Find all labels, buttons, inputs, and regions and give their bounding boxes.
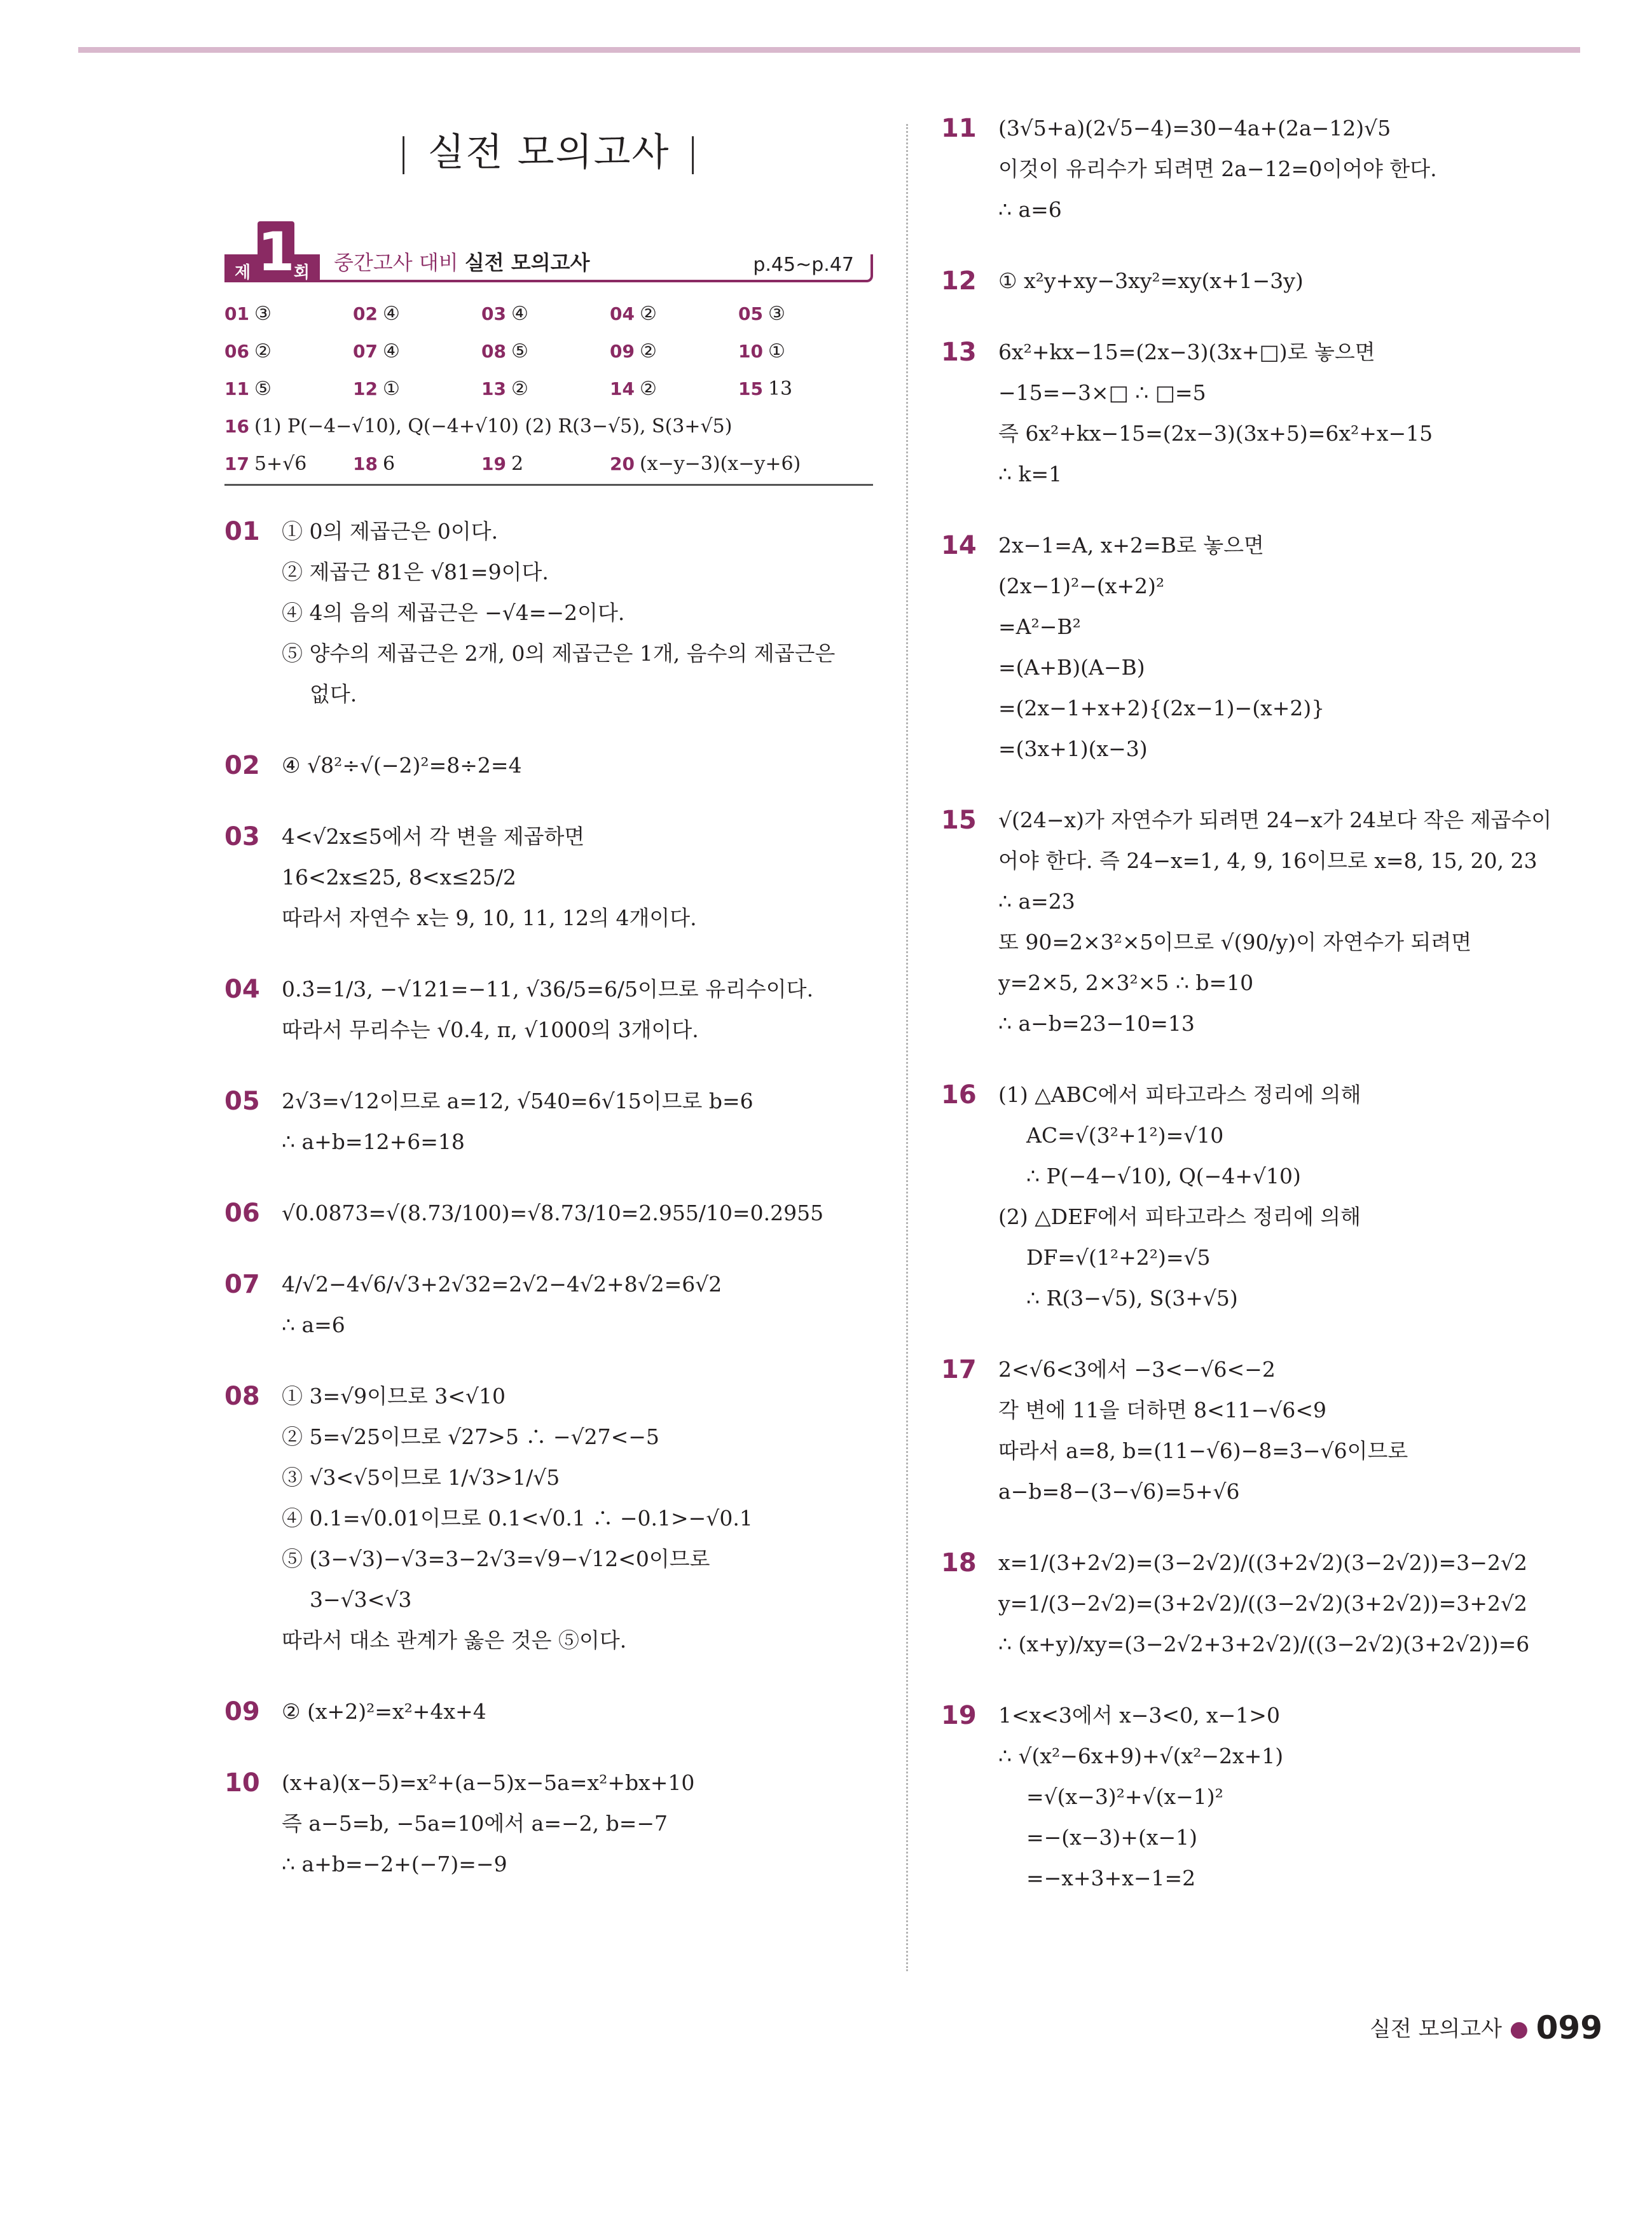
solution-body [282, 1081, 873, 1162]
answer-cell [353, 370, 481, 408]
answer-value: 2 [511, 453, 524, 475]
solution-17 [941, 1349, 1602, 1512]
solution-line: =(2x−1+x+2){(2x−1)−(x+2)} [998, 696, 1325, 720]
answer-number: 11 [224, 378, 249, 399]
solution-line: y=2×5, 2×3²×5 ∴ b=10 [998, 970, 1254, 995]
solution-line: ② 제곱근 81은 √81=9이다. [282, 560, 549, 584]
question-number: 07 [224, 1270, 260, 1299]
answer-row [224, 295, 873, 333]
solution-line: 각 변에 11을 더하면 8<11−√6<9 [998, 1398, 1327, 1422]
answer-value: ② [254, 340, 272, 362]
solution-line: =−x+3+x−1=2 [1026, 1866, 1196, 1890]
answer-number: 13 [481, 378, 506, 399]
answer-value: 13 [767, 378, 793, 400]
solution-line: 즉 6x²+kx−15=(2x−3)(3x+5)=6x²+x−15 [998, 421, 1433, 446]
answer-cell [353, 295, 481, 333]
solution-body [998, 525, 1602, 769]
solution-08 [224, 1376, 873, 1661]
solution-07 [224, 1264, 873, 1346]
solution-line: ∴ R(3−√5), S(3+√5) [1026, 1286, 1238, 1311]
answer-number: 06 [224, 341, 249, 362]
solution-body [282, 969, 873, 1050]
solution-line: (x+a)(x−5)=x²+(a−5)x−5a=x²+bx+10 [282, 1770, 695, 1795]
round-badge [224, 221, 320, 283]
solution-line: ③ √3<√5이므로 1/√3>1/√5 [282, 1465, 560, 1490]
solution-line: =(A+B)(A−B) [998, 655, 1145, 680]
answer-cell [224, 370, 353, 408]
answer-cell [610, 295, 738, 333]
solution-06 [224, 1193, 873, 1234]
question-number: 19 [941, 1701, 977, 1730]
solution-02 [224, 745, 873, 786]
solution-line: ∴ k=1 [998, 462, 1063, 486]
question-number: 03 [224, 822, 260, 851]
solution-body [282, 1264, 873, 1346]
solution-line: 4<√2x≤5에서 각 변을 제곱하면 [282, 824, 585, 849]
solution-line: ∴ a+b=12+6=18 [282, 1129, 465, 1154]
answer-cell [224, 295, 353, 333]
footer-section: 실전 모의고사 [1370, 2016, 1502, 2042]
answer-value: ④ [382, 340, 400, 362]
solution-line: ∴ a=6 [998, 197, 1062, 222]
answer-number: 15 [738, 378, 763, 399]
answer-number: 19 [481, 453, 506, 474]
solution-body [998, 1349, 1602, 1512]
answer-number: 14 [610, 378, 635, 399]
answer-number: 16 [224, 416, 249, 437]
solution-line: ∴ P(−4−√10), Q(−4+√10) [1026, 1164, 1301, 1188]
answer-cell [738, 333, 867, 370]
solution-line: √(24−x)가 자연수가 되려면 24−x가 24보다 작은 제곱수이 [998, 808, 1552, 832]
solution-line: 1<x<3에서 x−3<0, x−1>0 [998, 1703, 1280, 1728]
solution-line: ② 5=√25이므로 √27>5 ∴ −√27<−5 [282, 1424, 659, 1449]
solution-body [998, 1543, 1602, 1665]
solution-line: 이것이 유리수가 되려면 2a−12=0이어야 한다. [998, 156, 1437, 181]
question-number: 15 [941, 806, 977, 835]
solution-body [998, 108, 1602, 230]
answer-row [224, 408, 873, 445]
answer-number: 08 [481, 341, 506, 362]
solution-01 [224, 511, 873, 715]
answer-value: ② [639, 378, 657, 400]
answer-cell [481, 445, 610, 483]
solution-line: 2<√6<3에서 −3<−√6<−2 [998, 1357, 1276, 1382]
answer-number: 01 [224, 303, 249, 324]
answer-value: ③ [767, 303, 785, 325]
answer-value: (x−y−3)(x−y+6) [639, 453, 801, 475]
answer-cell [738, 370, 867, 408]
solution-line: √0.0873=√(8.73/100)=√8.73/10=2.955/10=0.2955 [282, 1201, 824, 1225]
solution-line: ∴ a−b=23−10=13 [998, 1011, 1195, 1036]
badge-suffix: 회 [293, 263, 310, 282]
solution-body [282, 745, 873, 786]
answer-number: 05 [738, 303, 763, 324]
solution-line: DF=√(1²+2²)=√5 [1026, 1245, 1211, 1270]
solution-18 [941, 1543, 1602, 1665]
answer-number: 20 [610, 453, 635, 474]
answer-number: 07 [353, 341, 378, 362]
answer-key [224, 295, 873, 486]
exam-label: 중간고사 대비 실전 모의고사 [334, 251, 590, 275]
solution-line: ∴ √(x²−6x+9)+√(x²−2x+1) [998, 1744, 1284, 1768]
solution-line: =A²−B² [998, 614, 1081, 639]
solution-body [998, 800, 1602, 1044]
solution-line: 따라서 자연수 x는 9, 10, 11, 12의 4개이다. [282, 905, 697, 930]
answer-value: ② [511, 378, 528, 400]
question-number: 05 [224, 1087, 260, 1116]
solution-line: 4/√2−4√6/√3+2√32=2√2−4√2+8√2=6√2 [282, 1272, 722, 1297]
solution-line: ∴ a=6 [282, 1312, 345, 1337]
right-column [941, 108, 1602, 1929]
solution-line: 6x²+kx−15=(2x−3)(3x+□)로 놓으면 [998, 340, 1375, 364]
answer-value: ⑤ [511, 340, 528, 362]
answer-number: 04 [610, 303, 635, 324]
question-number: 06 [224, 1199, 260, 1228]
answer-cell [353, 445, 481, 483]
solution-line: ④ 0.1=√0.01이므로 0.1<√0.1 ∴ −0.1>−√0.1 [282, 1506, 753, 1531]
solution-line: ⑤ 양수의 제곱근은 2개, 0의 제곱근은 1개, 음수의 제곱근은 [282, 641, 836, 666]
solution-line: 따라서 무리수는 √0.4, π, √1000의 3개이다. [282, 1017, 699, 1042]
badge-number: 1 [258, 221, 295, 283]
question-number: 02 [224, 751, 260, 780]
solution-body [282, 816, 873, 939]
solution-body [998, 1695, 1602, 1899]
solution-line: ⑤ (3−√3)−√3=3−2√3=√9−√12<0이므로 [282, 1546, 710, 1571]
answer-number: 10 [738, 341, 763, 362]
solution-line: a−b=8−(3−√6)=5+√6 [998, 1479, 1240, 1504]
answer-row [224, 333, 873, 370]
page-title: | 실전 모의고사 | [397, 130, 701, 175]
answer-cell [224, 333, 353, 370]
answer-cell [353, 333, 481, 370]
page-title-text: 실전 모의고사 [427, 130, 670, 175]
solution-line: ④ 4의 음의 제곱근은 −√4=−2이다. [282, 600, 625, 625]
answer-number: 02 [353, 303, 378, 324]
answer-value: 5+√6 [254, 453, 307, 475]
answer-value: ① [382, 378, 400, 400]
solution-12 [941, 261, 1602, 301]
solutions-left [224, 511, 873, 1885]
answer-value: ③ [254, 303, 272, 325]
solution-line: 3−√3<√3 [310, 1587, 412, 1612]
solution-15 [941, 800, 1602, 1044]
solution-04 [224, 969, 873, 1050]
solution-line: (2) △DEF에서 피타고라스 정리에 의해 [998, 1204, 1361, 1229]
solution-line: ② (x+2)²=x²+4x+4 [282, 1699, 486, 1724]
solution-line: 0.3̇=1/3, −√121=−11, √36/5=6/5이므로 유리수이다. [282, 977, 814, 1001]
answer-row [224, 445, 873, 483]
answer-cell [481, 295, 610, 333]
solution-line: 2x−1=A, x+2=B로 놓으면 [998, 533, 1264, 558]
answer-cell [224, 445, 353, 483]
solution-body [998, 1075, 1602, 1319]
bullet-icon: ● [1509, 2016, 1529, 2042]
solution-body [998, 332, 1602, 495]
badge-prefix: 제 [235, 263, 251, 282]
solution-line: =√(x−3)²+√(x−1)² [1026, 1784, 1223, 1809]
solution-line: ∴ a+b=−2+(−7)=−9 [282, 1852, 507, 1876]
page-range: p.45~p.47 [753, 254, 854, 276]
answer-number: 18 [353, 453, 378, 474]
solution-19 [941, 1695, 1602, 1899]
solution-10 [224, 1763, 873, 1885]
solution-line: 즉 a−5=b, −5a=10에서 a=−2, b=−7 [282, 1811, 668, 1836]
solution-body [282, 1691, 873, 1732]
solution-line: 16<2x≤25, 8<x≤25/2 [282, 865, 516, 890]
question-number: 13 [941, 338, 977, 367]
solution-line: ① x²y+xy−3xy²=xy(x+1−3y) [998, 268, 1304, 293]
question-number: 12 [941, 266, 977, 296]
question-number: 10 [224, 1768, 260, 1798]
solution-line: =−(x−3)+(x−1) [1026, 1825, 1197, 1850]
solution-11 [941, 108, 1602, 230]
answer-value: ④ [511, 303, 528, 325]
solution-body [282, 1376, 873, 1661]
answer-number: 09 [610, 341, 635, 362]
solution-line: AC=√(3²+1²)=√10 [1026, 1123, 1224, 1148]
answer-cell [481, 333, 610, 370]
solution-line: 또 90=2×3²×5이므로 √(90/y)이 자연수가 되려면 [998, 930, 1472, 954]
answer-value: ② [639, 340, 657, 362]
solution-line: x=1/(3+2√2)=(3−2√2)/((3+2√2)(3−2√2))=3−2√2 [998, 1550, 1527, 1575]
question-number: 09 [224, 1697, 260, 1726]
question-number: 11 [941, 114, 977, 143]
solution-14 [941, 525, 1602, 769]
answer-cell [738, 295, 867, 333]
answer-cell [610, 445, 873, 483]
solution-line: ∴ (x+y)/xy=(3−2√2+3+2√2)/((3−2√2)(3+2√2))=6 [998, 1632, 1530, 1656]
solution-03 [224, 816, 873, 939]
solution-line: 따라서 대소 관계가 옳은 것은 ⑤이다. [282, 1628, 627, 1653]
column-divider [906, 124, 908, 1971]
answer-value: ⑤ [254, 378, 272, 400]
solution-05 [224, 1081, 873, 1162]
answer-value: ① [767, 340, 785, 362]
answer-value: 6 [382, 453, 396, 475]
solution-line: =(3x+1)(x−3) [998, 736, 1148, 761]
solution-line: 어야 한다. 즉 24−x=1, 4, 9, 16이므로 x=8, 15, 20, 23 [998, 848, 1538, 873]
solution-body [998, 261, 1602, 301]
solution-line: (3√5+a)(2√5−4)=30−4a+(2a−12)√5 [998, 116, 1391, 141]
solution-line: (2x−1)²−(x+2)² [998, 574, 1165, 598]
question-number: 14 [941, 531, 977, 560]
solution-line: ① 0의 제곱근은 0이다. [282, 519, 499, 544]
solution-line: 2√3=√12이므로 a=12, √540=6√15이므로 b=6 [282, 1089, 754, 1113]
answer-cell [610, 370, 738, 408]
top-rule [78, 47, 1580, 53]
answer-number: 12 [353, 378, 378, 399]
solution-13 [941, 332, 1602, 495]
page-number: 099 [1536, 2009, 1602, 2046]
question-number: 18 [941, 1548, 977, 1578]
solution-body [282, 1763, 873, 1885]
answer-number: 03 [481, 303, 506, 324]
answer-cell [610, 333, 738, 370]
exam-header [224, 221, 873, 284]
solution-line: 따라서 a=8, b=(11−√6)−8=3−√6이므로 [998, 1438, 1408, 1463]
answer-number: 17 [224, 453, 249, 474]
solution-body [282, 1193, 873, 1234]
answer-value: ② [639, 303, 657, 325]
page-footer [1370, 2009, 1602, 2046]
solution-line: ∴ a=23 [998, 889, 1075, 914]
solution-09 [224, 1691, 873, 1732]
question-number: 08 [224, 1382, 260, 1411]
answer-cell [481, 370, 610, 408]
question-number: 04 [224, 975, 260, 1004]
solution-line: (1) △ABC에서 피타고라스 정리에 의해 [998, 1082, 1361, 1107]
solutions-right [941, 108, 1602, 1899]
answer-value: ④ [382, 303, 400, 325]
answer-cell [224, 408, 873, 445]
solution-line: ① 3=√9이므로 3<√10 [282, 1384, 506, 1408]
answer-row [224, 370, 873, 408]
solution-line: ④ √8²÷√(−2)²=8÷2=4 [282, 753, 522, 778]
solution-16 [941, 1075, 1602, 1319]
question-number: 17 [941, 1355, 977, 1384]
solution-line: y=1/(3−2√2)=(3+2√2)/((3−2√2)(3+2√2))=3+2√2 [998, 1591, 1527, 1616]
solution-line: −15=−3×□ ∴ □=5 [998, 380, 1206, 405]
left-column [224, 108, 873, 1915]
question-number: 01 [224, 517, 260, 546]
solution-line: 없다. [310, 682, 357, 706]
solution-body [282, 511, 873, 715]
question-number: 16 [941, 1080, 977, 1110]
answer-value: (1) P(−4−√10), Q(−4+√10) (2) R(3−√5), S(3+√5) [254, 415, 733, 437]
